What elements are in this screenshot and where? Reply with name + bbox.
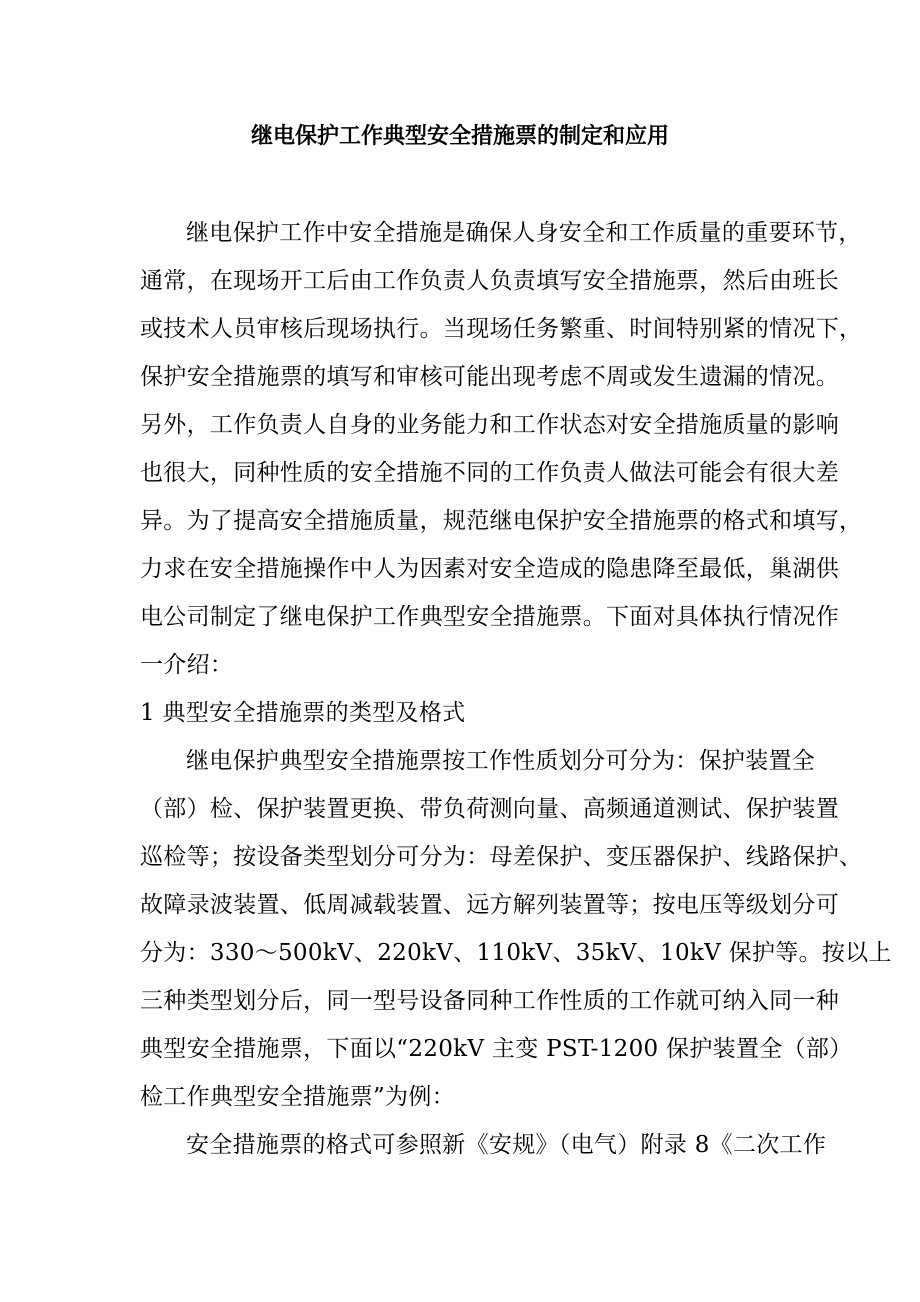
paragraph-2-line-8: 检工作典型安全措施票”为例： (140, 1084, 455, 1110)
paragraph-1-line-9: 电公司制定了继电保护工作典型安全措施票。下面对具体执行情况作 (140, 604, 839, 630)
paragraph-1-line-5: 另外，工作负责人自身的业务能力和工作状态对安全措施质量的影响 (140, 412, 839, 438)
paragraph-1-line-3: 或技术人员审核后现场执行。当现场任务繁重、时间特别紧的情况下， (140, 316, 863, 342)
paragraph-1-line-8: 力求在安全措施操作中人为因素对安全造成的隐患降至最低，巢湖供 (140, 556, 839, 582)
paragraph-2-line-3: 巡检等；按设备类型划分可分为：母差保护、变压器保护、线路保护、 (140, 844, 863, 870)
paragraph-2-line-5: 分为：330～500kV、220kV、110kV、35kV、10kV 保护等。按以上 (140, 940, 892, 966)
paragraph-2-line-4: 故障录波装置、低周减载装置、远方解列装置等；按电压等级划分可 (140, 892, 839, 918)
paragraph-2-line-7: 典型安全措施票，下面以“220kV 主变 PST-1200 保护装置全（部） (140, 1036, 853, 1062)
section-1-heading: 1 典型安全措施票的类型及格式 (140, 700, 466, 726)
paragraph-1-line-6: 也很大，同种性质的安全措施不同的工作负责人做法可能会有很大差 (140, 460, 839, 486)
paragraph-2-line-1: 继电保护典型安全措施票按工作性质划分可分为：保护装置全 (186, 748, 816, 774)
paragraph-1-line-2: 通常，在现场开工后由工作负责人负责填写安全措施票，然后由班长 (140, 268, 839, 294)
document-title: 继电保护工作典型安全措施票的制定和应用 (250, 123, 669, 149)
paragraph-2-line-6: 三种类型划分后，同一型号设备同种工作性质的工作就可纳入同一种 (140, 988, 839, 1014)
paragraph-1-line-1: 继电保护工作中安全措施是确保人身安全和工作质量的重要环节， (186, 220, 862, 246)
paragraph-3-line-1: 安全措施票的格式可参照新《安规》（电气）附录 8《二次工作 (186, 1132, 827, 1158)
paragraph-2-line-2: （部）检、保护装置更换、带负荷测向量、高频通道测试、保护装置 (140, 796, 839, 822)
paragraph-1-line-10: 一介绍： (140, 652, 234, 678)
paragraph-1-line-4: 保护安全措施票的填写和审核可能出现考虑不周或发生遗漏的情况。 (140, 364, 839, 390)
paragraph-1-line-7: 异。为了提高安全措施质量，规范继电保护安全措施票的格式和填写， (140, 508, 863, 534)
